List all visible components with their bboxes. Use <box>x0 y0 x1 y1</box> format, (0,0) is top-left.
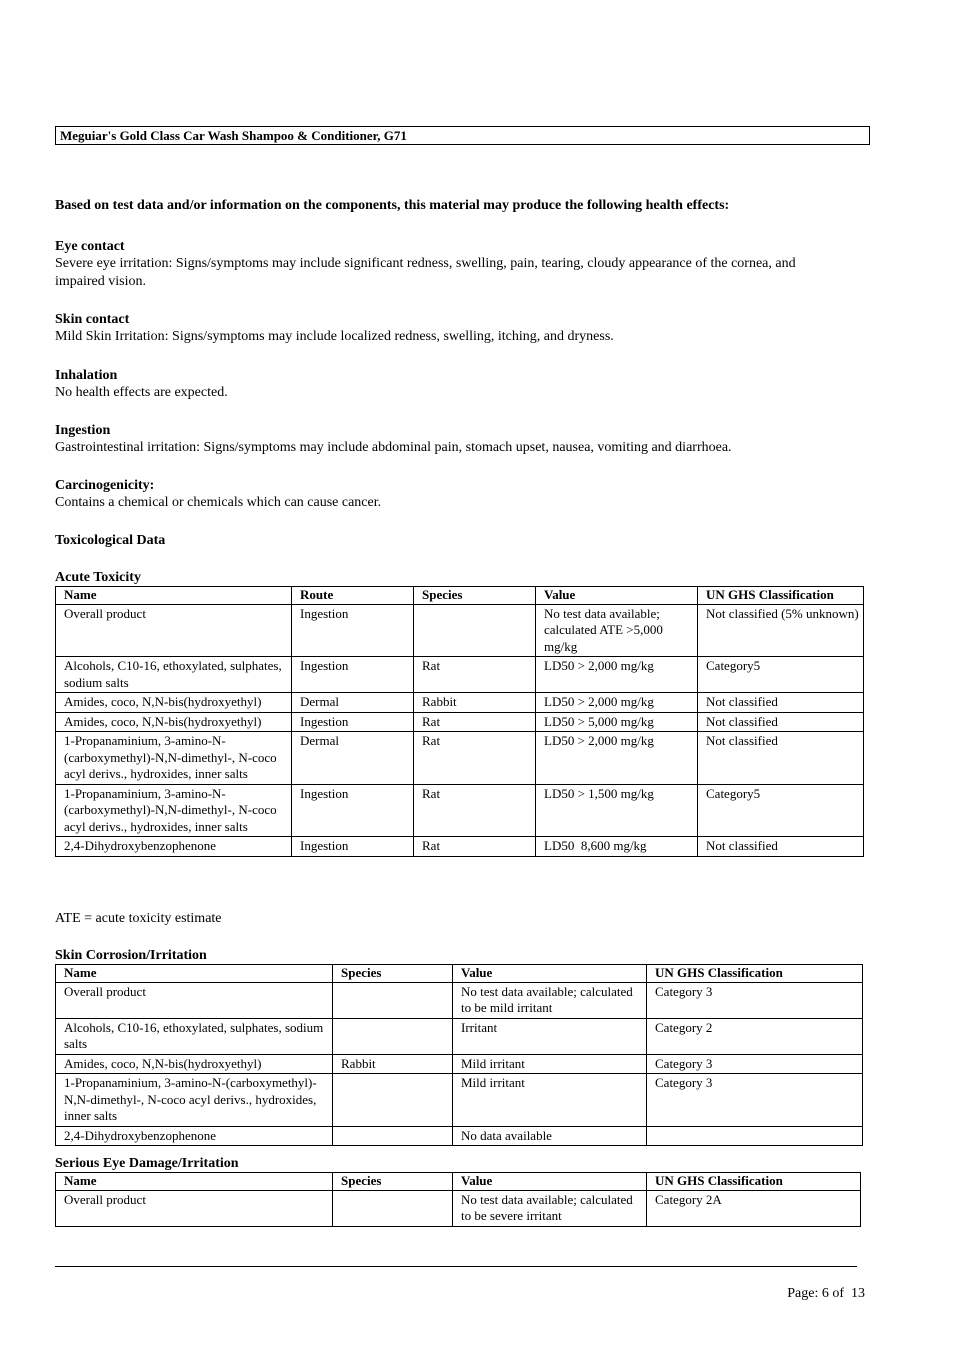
cell-value: No test data available; calculated to be mild irritant <box>453 982 647 1018</box>
cell-route: Ingestion <box>292 604 414 657</box>
cell-value: LD50 > 2,000 mg/kg <box>536 732 698 785</box>
cell-value: Irritant <box>453 1018 647 1054</box>
cell-value: LD50 > 2,000 mg/kg <box>536 657 698 693</box>
cell-classification: Category 3 <box>647 982 863 1018</box>
section-text: No health effects are expected. <box>55 385 228 400</box>
column-header: Value <box>453 1173 647 1191</box>
section-text: Severe eye irritation: Signs/symptoms may include significant redness, swelling, pain, tearing, cloudy appearance of the cornea, and impaired vision. <box>55 256 796 289</box>
cell-classification: Not classified (5% unknown) <box>698 604 864 657</box>
eye-damage-table <box>55 1172 861 1227</box>
cell-value: No test data available; calculated to be severe irritant <box>453 1190 647 1226</box>
column-header: Species <box>333 1173 453 1191</box>
cell-name: Alcohols, C10-16, ethoxylated, sulphates, sodium salts <box>56 1018 333 1054</box>
table-row <box>56 1190 861 1226</box>
cell-species: Rabbit <box>414 693 536 713</box>
section-title: Ingestion <box>55 423 111 438</box>
cell-value: No data available <box>453 1126 647 1146</box>
product-title: Meguiar's Gold Class Car Wash Shampoo & Conditioner, G71 <box>60 128 407 143</box>
cell-name: 2,4-Dihydroxybenzophenone <box>56 837 292 857</box>
table-row <box>56 693 864 713</box>
health-effects-intro: Based on test data and/or information on the components, this material may produce the following health effects: <box>55 198 730 213</box>
column-header: Name <box>56 965 333 983</box>
cell-classification: Not classified <box>698 732 864 785</box>
table-row <box>56 1018 863 1054</box>
table-row <box>56 1074 863 1127</box>
column-header: UN GHS Classification <box>698 587 864 605</box>
section-inhalation <box>55 367 845 402</box>
cell-classification: Category 2 <box>647 1018 863 1054</box>
cell-species <box>333 1074 453 1127</box>
cell-species: Rabbit <box>333 1054 453 1074</box>
cell-name: 1-Propanaminium, 3-amino-N-(carboxymethyl)-N,N-dimethyl-, N-coco acyl derivs., hydroxides, inner salts <box>56 732 292 785</box>
product-title-box <box>55 126 870 145</box>
cell-classification: Category 2A <box>647 1190 861 1226</box>
cell-name: 1-Propanaminium, 3-amino-N-(carboxymethyl)-N,N-dimethyl-, N-coco acyl derivs., hydroxides, inner salts <box>56 1074 333 1127</box>
table-row <box>56 982 863 1018</box>
cell-route: Dermal <box>292 732 414 785</box>
cell-species <box>333 1126 453 1146</box>
section-title: Carcinogenicity: <box>55 478 155 493</box>
column-header: Species <box>333 965 453 983</box>
cell-species: Rat <box>414 732 536 785</box>
cell-name: Amides, coco, N,N-bis(hydroxyethyl) <box>56 712 292 732</box>
cell-classification: Not classified <box>698 837 864 857</box>
cell-name: 1-Propanaminium, 3-amino-N-(carboxymethyl)-N,N-dimethyl-, N-coco acyl derivs., hydroxides, inner salts <box>56 784 292 837</box>
cell-species: Rat <box>414 657 536 693</box>
section-text: Mild Skin Irritation: Signs/symptoms may include localized redness, swelling, itching, and dryness. <box>55 329 614 344</box>
page-number: Page: 6 of 13 <box>787 1286 865 1301</box>
table-header-row <box>56 965 863 983</box>
section-text: Gastrointestinal irritation: Signs/symptoms may include abdominal pain, stomach upset, nausea, vomiting and diarrhoea. <box>55 440 732 455</box>
cell-classification: Category 3 <box>647 1074 863 1127</box>
table-row <box>56 712 864 732</box>
cell-name: 2,4-Dihydroxybenzophenone <box>56 1126 333 1146</box>
cell-value: LD50 > 1,500 mg/kg <box>536 784 698 837</box>
cell-route: Ingestion <box>292 712 414 732</box>
section-carcinogenicity <box>55 477 845 512</box>
table-row <box>56 837 864 857</box>
table-row <box>56 604 864 657</box>
section-text: Contains a chemical or chemicals which can cause cancer. <box>55 495 382 510</box>
cell-species: Rat <box>414 784 536 837</box>
cell-name: Overall product <box>56 604 292 657</box>
section-skin-contact <box>55 311 845 346</box>
table-header-row <box>56 587 864 605</box>
toxicological-data-title: Toxicological Data <box>55 533 166 548</box>
cell-classification <box>647 1126 863 1146</box>
cell-name: Alcohols, C10-16, ethoxylated, sulphates, sodium salts <box>56 657 292 693</box>
cell-species <box>333 1018 453 1054</box>
cell-value: LD50 8,600 mg/kg <box>536 837 698 857</box>
table-row <box>56 784 864 837</box>
cell-species <box>333 1190 453 1226</box>
skin-corrosion-title: Skin Corrosion/Irritation <box>55 948 207 963</box>
skin-corrosion-table <box>55 964 863 1146</box>
acute-toxicity-table <box>55 586 864 857</box>
column-header: UN GHS Classification <box>647 1173 861 1191</box>
column-header: Name <box>56 587 292 605</box>
column-header: UN GHS Classification <box>647 965 863 983</box>
cell-route: Dermal <box>292 693 414 713</box>
table-row <box>56 732 864 785</box>
acute-toxicity-title: Acute Toxicity <box>55 570 141 585</box>
cell-classification: Category 3 <box>647 1054 863 1074</box>
cell-species: Rat <box>414 837 536 857</box>
cell-species <box>414 604 536 657</box>
cell-classification: Category5 <box>698 657 864 693</box>
column-header: Name <box>56 1173 333 1191</box>
table-row <box>56 1054 863 1074</box>
eye-damage-title: Serious Eye Damage/Irritation <box>55 1156 239 1171</box>
cell-value: Mild irritant <box>453 1054 647 1074</box>
cell-species <box>333 982 453 1018</box>
column-header: Route <box>292 587 414 605</box>
cell-name: Overall product <box>56 982 333 1018</box>
cell-name: Amides, coco, N,N-bis(hydroxyethyl) <box>56 693 292 713</box>
cell-value: LD50 > 5,000 mg/kg <box>536 712 698 732</box>
table-header-row <box>56 1173 861 1191</box>
section-title: Skin contact <box>55 312 130 327</box>
cell-classification: Not classified <box>698 712 864 732</box>
section-ingestion <box>55 422 855 457</box>
cell-value: Mild irritant <box>453 1074 647 1127</box>
section-title: Inhalation <box>55 368 118 383</box>
column-header: Value <box>536 587 698 605</box>
cell-species: Rat <box>414 712 536 732</box>
column-header: Value <box>453 965 647 983</box>
cell-value: LD50 > 2,000 mg/kg <box>536 693 698 713</box>
column-header: Species <box>414 587 536 605</box>
table-row <box>56 1126 863 1146</box>
section-eye-contact <box>55 238 845 291</box>
cell-route: Ingestion <box>292 784 414 837</box>
cell-route: Ingestion <box>292 837 414 857</box>
cell-classification: Category5 <box>698 784 864 837</box>
cell-name: Amides, coco, N,N-bis(hydroxyethyl) <box>56 1054 333 1074</box>
cell-route: Ingestion <box>292 657 414 693</box>
cell-value: No test data available; calculated ATE >5,000 mg/kg <box>536 604 698 657</box>
section-title: Eye contact <box>55 239 125 254</box>
table-row <box>56 657 864 693</box>
footer-divider <box>55 1266 857 1267</box>
cell-name: Overall product <box>56 1190 333 1226</box>
ate-note: ATE = acute toxicity estimate <box>55 911 222 926</box>
cell-classification: Not classified <box>698 693 864 713</box>
